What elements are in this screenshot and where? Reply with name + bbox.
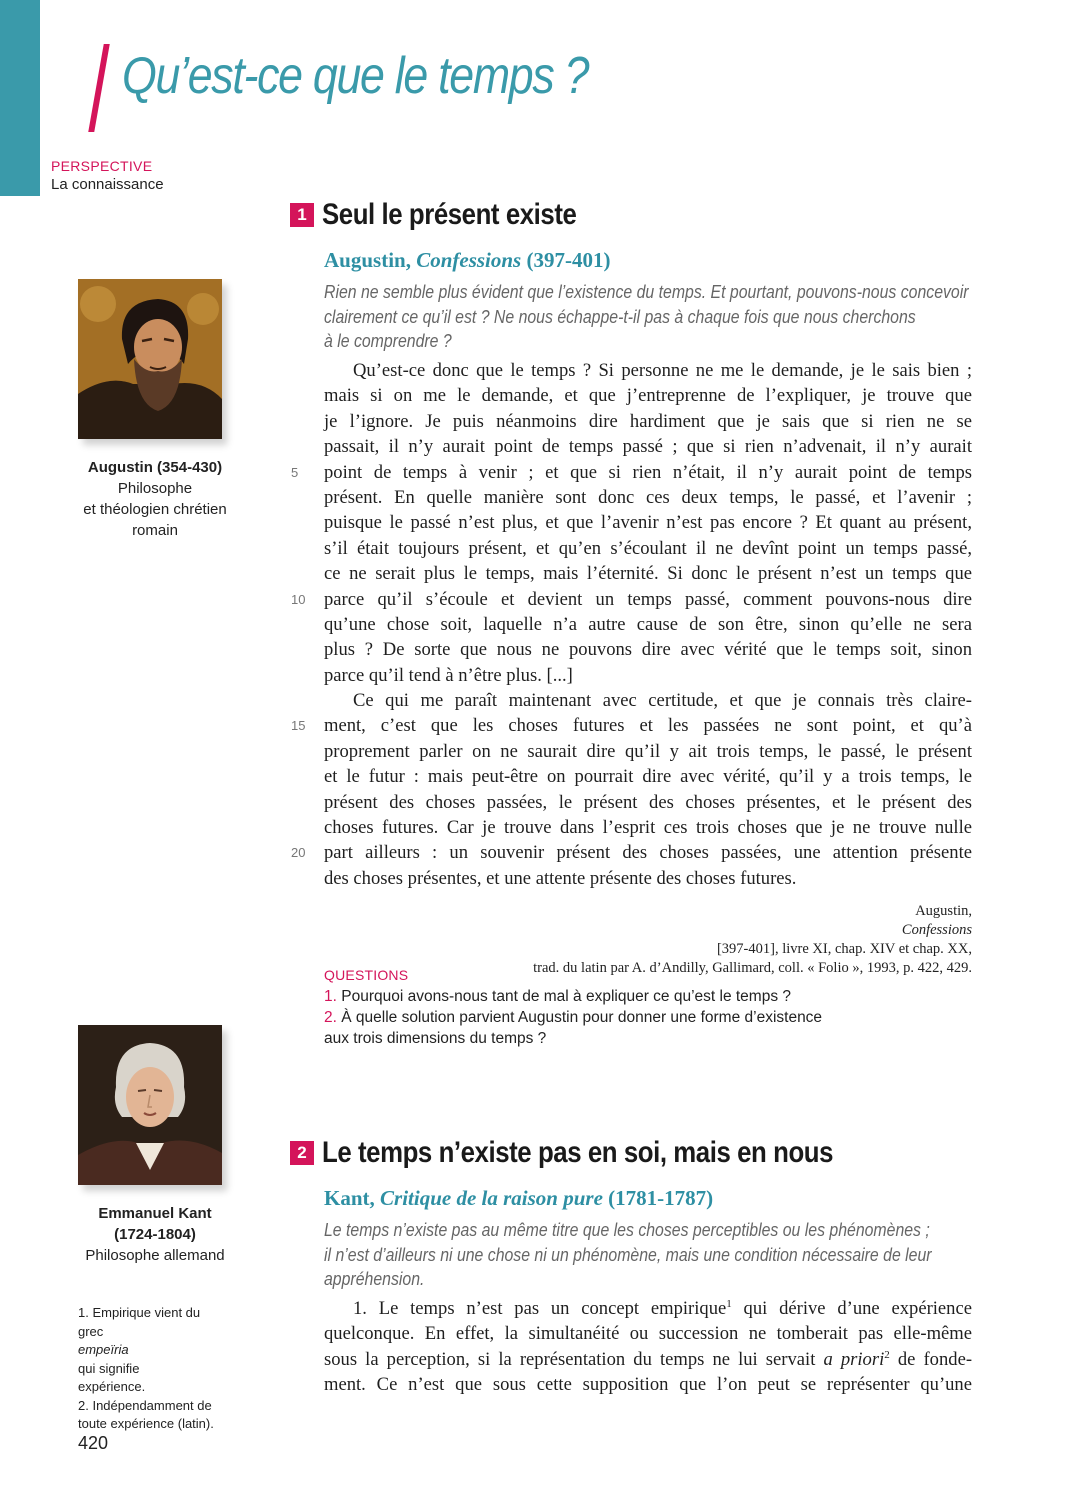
line-number: 5 — [291, 464, 299, 480]
section-1-dates: (397-401) — [521, 248, 611, 272]
kant-line-3b: de fonde- — [889, 1348, 973, 1370]
questions-label: QUESTIONS — [324, 967, 409, 983]
citation-line-2: trad. du latin par A. d’Andilly, Gallimard, coll. « Folio », 1993, p. 422, 429. — [533, 960, 972, 976]
line-number: 15 — [291, 718, 306, 734]
footnote-line: expérience. — [78, 1379, 146, 1394]
perspective-value: La connaissance — [51, 176, 164, 193]
section-1-work: Confessions — [416, 248, 522, 272]
text-line: je l’ignore. Je puis néanmoins dire hardiment que je sais que si rien ne se — [324, 410, 972, 432]
text-line: plus ? De sorte que nous ne pouvons dire avec vérité que le temps soit, sinon — [324, 639, 972, 661]
text-line: ce ne serait plus le temps, mais l’éternité. Si donc le présent n’est un temps que — [324, 563, 972, 585]
footnotes — [78, 1304, 248, 1434]
section-2-title: Le temps n’existe pas en soi, mais en nous — [322, 1136, 834, 1169]
text-line: ment, c’est que les choses futures et les passées ne sont point, et qu’à — [324, 715, 972, 737]
intro-line: appréhension. — [324, 1269, 425, 1289]
question-2 — [324, 1007, 924, 1028]
text-line: point de temps à venir ; et que si rien n’était, il n’y aurait point de temps — [324, 461, 972, 483]
footnote-ref-2: 2 — [884, 1348, 890, 1361]
text-line-wrap — [291, 840, 972, 865]
intro-line: Rien ne semble plus évident que l’existence du temps. Et pourtant, pouvons-nous concevoir — [324, 282, 969, 302]
perspective-label: PERSPECTIVE — [51, 158, 153, 174]
line-number: 10 — [291, 591, 306, 607]
text-line-wrap — [291, 713, 972, 738]
questions-block — [324, 965, 924, 1049]
page-title: Qu’est-ce que le temps ? — [122, 47, 589, 105]
portrait-kant-icon — [78, 1025, 222, 1185]
portrait-augustin-icon — [78, 279, 222, 439]
text-line — [324, 1296, 972, 1321]
section-1-source — [324, 248, 610, 273]
text-line-wrap — [291, 587, 972, 612]
section-2-number: 2 — [290, 1141, 314, 1165]
augustin-role-2: et théologien chrétien — [83, 501, 227, 518]
section-1-intro — [324, 280, 975, 354]
text-line: s’il était toujours présent, et qu’en s’écoulant il ne devînt point un temps passé, — [324, 537, 972, 559]
text-line: des choses présentes, et une attente présente des choses futures. — [324, 867, 797, 889]
question-2-number: 2. — [324, 1009, 337, 1026]
augustin-role-3: romain — [132, 522, 178, 539]
citation-line-1 — [324, 902, 972, 959]
intro-line: il n’est d’ailleurs ni une chose ni un phénomène, mais une condition nécessaire de leur — [324, 1244, 932, 1265]
footnote-fragment: qui signifie — [78, 1360, 140, 1376]
kant-excerpt — [324, 1296, 972, 1398]
kant-name: Emmanuel Kant — [98, 1205, 212, 1222]
text-line: passait, il n’y aurait point de temps passé ; que si rien n’advenait, il n’y aurait — [324, 436, 972, 458]
citation-details: [397-401], livre XI, chap. XIV et chap. XX, — [716, 941, 972, 957]
kant-a-priori: a priori — [823, 1348, 885, 1370]
text-line: proprement parler on ne saurait dire qu’il y ait trois temps, le passé, le présent — [324, 740, 972, 762]
section-2-dates: (1781-1787) — [602, 1186, 714, 1210]
section-1-number: 1 — [290, 203, 314, 227]
question-1-text: Pourquoi avons-nous tant de mal à expliquer ce qu’est le temps ? — [336, 988, 792, 1005]
augustin-name: Augustin (354-430) — [87, 459, 223, 476]
citation-author: Augustin, — [915, 903, 972, 919]
augustin-caption — [55, 457, 255, 541]
text-line: choses futures. Car je trouve dans l’esprit ces trois choses que je ne trouve nulle — [324, 817, 972, 839]
question-1 — [324, 986, 924, 1007]
kant-line-1a: 1. Le temps n’est pas un concept empirique — [353, 1298, 727, 1319]
text-line: parce qu’il tend à n’être plus. [...] — [324, 664, 573, 686]
footnote-line: toute expérience (latin). — [78, 1416, 214, 1431]
footnote-term: empeïria — [78, 1342, 129, 1357]
text-line: présent des choses passées, le présent des choses présentes, et le présent des — [324, 791, 972, 813]
section-2-author: Kant, — [324, 1186, 381, 1210]
question-2-text: À quelle solution parvient Augustin pour donner une forme d’existence — [336, 1009, 823, 1026]
text-line: mais si on me le demande, et que j’entreprenne de l’expliquer, je trouve que — [324, 385, 972, 407]
text-line: ment. Ce n’est que sous cette supposition que l’on peut se représenter qu’une — [324, 1374, 972, 1396]
section-2-heading — [290, 1136, 916, 1170]
augustin-role-1: Philosophe — [117, 480, 193, 497]
text-line: présent. En quelle manière sont donc ces deux temps, le passé, et l’avenir ; — [324, 486, 972, 508]
section-1-author: Augustin, — [324, 248, 417, 272]
kant-role: Philosophe allemand — [85, 1247, 225, 1264]
kant-caption — [55, 1203, 255, 1266]
text-line: puisque le passé n’est plus, et que l’avenir n’est pas encore ? Et quant au présent, — [324, 512, 972, 534]
text-line: part ailleurs : un souvenir présent des choses passées, une attention présente — [324, 842, 972, 864]
text-line-wrap — [291, 460, 972, 485]
title-slash-mark — [88, 44, 110, 132]
intro-line: clairement ce qu’il est ? Ne nous échappe-t-il pas à chaque fois que nous cherchons — [324, 306, 916, 327]
intro-line: à le comprendre ? — [324, 331, 452, 351]
text-line: quelconque. En effet, la simultanéité ou succession ne tomberait pas elle-même — [324, 1323, 972, 1345]
section-2-source — [324, 1186, 713, 1211]
text-line — [324, 1347, 972, 1372]
kant-line-1b: qui dérive d’une expérience — [731, 1298, 972, 1319]
page-number: 420 — [78, 1433, 109, 1453]
footnote-line: 2. Indépendamment de — [78, 1397, 212, 1413]
section-1-heading — [290, 198, 618, 232]
augustin-excerpt — [291, 358, 972, 891]
intro-line: Le temps n’existe pas au même titre que les choses perceptibles ou les phénomènes ; — [324, 1220, 930, 1240]
line-number: 20 — [291, 845, 306, 861]
footnote-line: 1. Empirique vient du — [78, 1305, 201, 1320]
footnote-line — [78, 1323, 248, 1379]
teal-corner-bar — [0, 0, 40, 196]
text-line: Qu’est-ce donc que le temps ? Si personne ne me le demande, je le sais bien ; — [353, 360, 972, 381]
kant-line-3a: sous la perception, si la représentation du temps ne lui servait — [324, 1348, 824, 1370]
section-2-intro — [324, 1218, 975, 1292]
question-1-number: 1. — [324, 988, 337, 1005]
text-line: qu’une chose soit, laquelle n’a autre cause de son être, sinon qu’elle ne sera — [324, 613, 972, 635]
section-2-work: Critique de la raison pure — [380, 1186, 603, 1210]
section-1-title: Seul le présent existe — [322, 198, 577, 231]
perspective-block — [51, 157, 164, 195]
text-line: parce qu’il s’écoule et devient un temps passé, comment pouvons-nous dire — [324, 588, 972, 610]
citation-work: Confessions — [901, 922, 972, 938]
kant-dates: (1724-1804) — [114, 1226, 196, 1243]
text-line: et le futur : mais peut-être on pourrait dire avec vérité, qu’il y a trois temps, le — [324, 766, 972, 788]
footnote-ref-1: 1 — [726, 1297, 732, 1310]
footnote-fragment: grec — [78, 1323, 104, 1339]
text-line: Ce qui me paraît maintenant avec certitude, et que je connais très claire- — [353, 690, 972, 712]
question-2-continued: aux trois dimensions du temps ? — [324, 1030, 547, 1047]
